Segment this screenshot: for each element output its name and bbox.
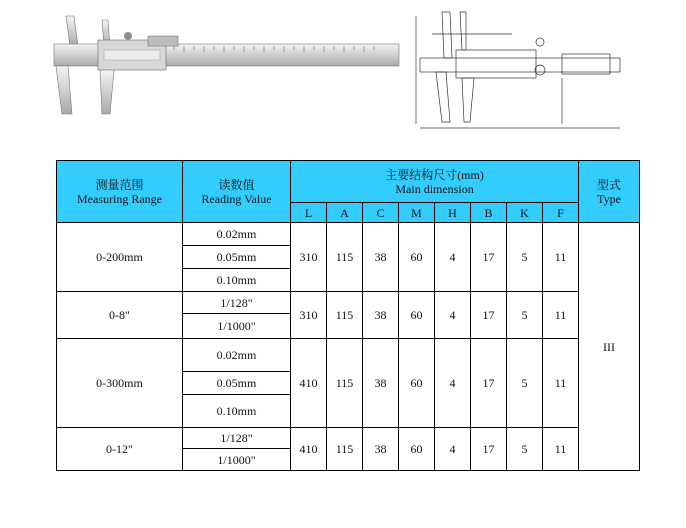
- dim-cell: 310: [291, 292, 327, 339]
- table-row: [57, 223, 640, 246]
- reading-cell: 1/1000": [183, 449, 291, 471]
- dim-cell: 17: [471, 339, 507, 428]
- reading-cell: 1/128": [183, 428, 291, 449]
- dim-cell: 17: [471, 223, 507, 292]
- dim-cell: 38: [363, 428, 399, 471]
- dim-cell: 60: [399, 339, 435, 428]
- caliper-photo: [44, 10, 404, 122]
- dim-cell: 5: [507, 428, 543, 471]
- dim-cell: 5: [507, 223, 543, 292]
- dim-cell: 38: [363, 339, 399, 428]
- reading-cell: 0.02mm: [183, 223, 291, 246]
- reading-value-header: [183, 161, 291, 223]
- reading-cell: 0.05mm: [183, 372, 291, 395]
- dim-cell: 4: [435, 223, 471, 292]
- specification-table: [56, 160, 640, 471]
- reading-cell: 1/128": [183, 292, 291, 314]
- range-cell: 0-8": [57, 292, 183, 339]
- dim-header-a: A: [327, 203, 363, 223]
- dim-cell: 60: [399, 292, 435, 339]
- dim-header-h: H: [435, 203, 471, 223]
- measuring-range-header-cn: 测量范围: [95, 177, 144, 192]
- type-header-en: Type: [597, 191, 621, 206]
- main-dimension-header: [291, 161, 579, 203]
- dim-cell: 4: [435, 292, 471, 339]
- dim-cell: 11: [543, 428, 579, 471]
- reading-cell: 0.05mm: [183, 246, 291, 269]
- measuring-range-header: [57, 161, 183, 223]
- dim-cell: 60: [399, 428, 435, 471]
- dim-cell: 4: [435, 428, 471, 471]
- measuring-range-header-en: Measuring Range: [77, 191, 162, 206]
- dim-cell: 115: [327, 339, 363, 428]
- dim-cell: 410: [291, 339, 327, 428]
- dim-header-f: F: [543, 203, 579, 223]
- dim-header-c: C: [363, 203, 399, 223]
- reading-value-header-en: Reading Value: [201, 191, 272, 206]
- type-cell: III: [579, 223, 640, 471]
- dim-cell: 115: [327, 223, 363, 292]
- dim-cell: 310: [291, 223, 327, 292]
- dim-header-l: L: [291, 203, 327, 223]
- table-row: [57, 292, 640, 314]
- dim-cell: 17: [471, 428, 507, 471]
- range-cell: 0-300mm: [57, 339, 183, 428]
- type-header: [579, 161, 640, 223]
- dim-cell: 4: [435, 339, 471, 428]
- dim-cell: 38: [363, 223, 399, 292]
- range-cell: 0-12": [57, 428, 183, 471]
- dim-cell: 17: [471, 292, 507, 339]
- dim-cell: 11: [543, 223, 579, 292]
- dim-header-k: K: [507, 203, 543, 223]
- reading-cell: 0.02mm: [183, 339, 291, 372]
- range-cell: 0-200mm: [57, 223, 183, 292]
- main-dimension-header-en: Main dimension: [395, 181, 474, 196]
- dim-cell: 11: [543, 292, 579, 339]
- reading-cell: 0.10mm: [183, 395, 291, 428]
- caliper-dimension-drawing: [412, 4, 626, 134]
- dim-cell: 11: [543, 339, 579, 428]
- dim-header-b: B: [471, 203, 507, 223]
- type-header-cn: 型式: [597, 177, 622, 192]
- table-row: [57, 339, 640, 372]
- dim-cell: 60: [399, 223, 435, 292]
- dim-cell: 5: [507, 339, 543, 428]
- dim-cell: 115: [327, 292, 363, 339]
- dim-cell: 38: [363, 292, 399, 339]
- main-dimension-header-cn: 主要结构尺寸(mm): [385, 167, 484, 182]
- dim-cell: 115: [327, 428, 363, 471]
- reading-cell: 0.10mm: [183, 269, 291, 292]
- table-row: [57, 428, 640, 449]
- dim-header-m: M: [399, 203, 435, 223]
- reading-value-header-cn: 读数值: [218, 177, 255, 192]
- reading-cell: 1/1000": [183, 314, 291, 339]
- dim-cell: 5: [507, 292, 543, 339]
- dim-cell: 410: [291, 428, 327, 471]
